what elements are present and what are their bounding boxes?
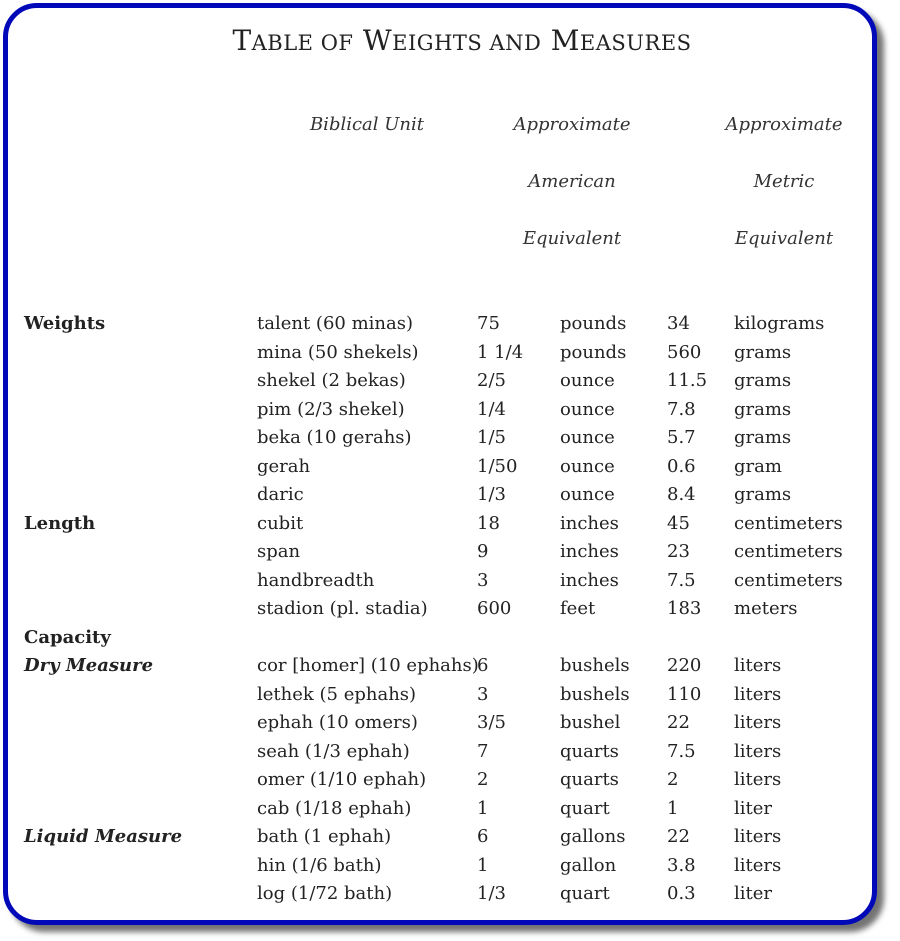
biblical-unit-cell: mina (50 shekels) [257,341,419,363]
metric-unit-cell: meters [734,598,798,619]
biblical-unit-cell: handbreadth [257,569,375,591]
metric-value-cell: 0.6 [667,455,696,477]
metric-value-cell: 110 [667,683,702,705]
metric-value-cell: 22 [667,712,690,733]
american-value-cell: 1/3 [477,883,506,904]
metric-value-cell: 8.4 [667,484,696,505]
american-unit-cell: inches [560,512,619,534]
american-unit-cell: ounce [560,370,615,391]
metric-unit-cell: liter [734,883,773,904]
biblical-unit-cell: talent (60 minas) [257,313,413,334]
american-unit-cell: bushels [560,683,630,705]
metric-unit-cell: centimeters [734,512,843,534]
metric-unit-cell: liters [734,712,782,733]
american-unit-cell: bushel [560,712,621,733]
table-row [0,684,900,712]
american-unit-cell: quarts [560,740,619,762]
metric-unit-cell: liters [734,683,782,705]
category-label: Capacity [24,626,111,648]
american-unit-cell: feet [560,598,596,619]
table-row [0,883,900,911]
american-value-cell: 6 [477,826,489,847]
biblical-unit-cell: lethek (5 ephahs) [257,683,417,705]
american-value-cell: 2 [477,769,489,790]
metric-value-cell: 7.8 [667,398,696,420]
header-biblical-unit: Biblical Unit [309,114,425,135]
metric-value-cell: 11.5 [667,370,708,391]
american-value-cell: 1 [477,854,489,876]
metric-value-cell: 45 [667,512,690,534]
american-value-cell: 3 [477,683,489,705]
table-row [0,627,900,655]
american-unit-cell: inches [560,541,619,562]
metric-unit-cell: liters [734,655,782,676]
header-metric-equivalent: Approximate Metric Equivalent [725,114,843,249]
table-row [0,427,900,455]
american-value-cell: 2/5 [477,370,506,391]
metric-unit-cell: centimeters [734,569,843,591]
american-unit-cell: ounce [560,455,615,477]
biblical-unit-cell: cubit [257,512,304,534]
metric-unit-cell: grams [734,484,792,505]
biblical-unit-cell: pim (2/3 shekel) [257,398,405,420]
page-title: TABLE OF WEIGHTS AND MEASURES [232,24,692,57]
metric-unit-cell: grams [734,427,792,448]
table-row [0,484,900,512]
american-value-cell: 3 [477,569,489,591]
american-unit-cell: bushels [560,655,630,676]
category-label: Liquid Measure [24,826,183,847]
table-row [0,313,900,341]
table-row [0,826,900,854]
biblical-unit-cell: gerah [257,455,311,477]
metric-value-cell: 23 [667,541,690,562]
table-row [0,456,900,484]
table-row [0,798,900,826]
american-value-cell: 1/5 [477,427,506,448]
american-value-cell: 1/3 [477,484,506,505]
category-label: Dry Measure [24,655,154,676]
biblical-unit-cell: hin (1/6 bath) [257,854,382,876]
metric-value-cell: 1 [667,797,679,819]
american-value-cell: 75 [477,313,500,334]
metric-unit-cell: grams [734,341,792,363]
table-row [0,370,900,398]
biblical-unit-cell: bath (1 ephah) [257,826,392,847]
american-value-cell: 1 [477,797,489,819]
table-row [0,399,900,427]
table-row [0,741,900,769]
american-unit-cell: gallon [560,854,617,876]
header-american-equivalent: Approximate American Equivalent [513,114,631,249]
table-row [0,598,900,626]
metric-value-cell: 220 [667,655,702,676]
american-value-cell: 3/5 [477,712,506,733]
biblical-unit-cell: shekel (2 bekas) [257,370,406,391]
metric-value-cell: 7.5 [667,569,696,591]
metric-value-cell: 560 [667,341,702,363]
metric-unit-cell: liter [734,797,773,819]
biblical-unit-cell: cab (1/18 ephah) [257,797,412,819]
table-row [0,541,900,569]
american-value-cell: 600 [477,598,512,619]
metric-unit-cell: liters [734,826,782,847]
metric-value-cell: 0.3 [667,883,696,904]
american-value-cell: 7 [477,740,489,762]
metric-unit-cell: grams [734,370,792,391]
american-unit-cell: quart [560,797,610,819]
biblical-unit-cell: omer (1/10 ephah) [257,769,427,790]
american-unit-cell: gallons [560,826,626,847]
metric-value-cell: 22 [667,826,690,847]
category-label: Weights [24,313,106,334]
metric-unit-cell: liters [734,740,782,762]
metric-value-cell: 2 [667,769,679,790]
american-value-cell: 18 [477,512,500,534]
american-unit-cell: quarts [560,769,619,790]
metric-value-cell: 7.5 [667,740,696,762]
table-row [0,769,900,797]
category-label: Length [24,512,96,534]
american-value-cell: 1 1/4 [477,341,524,363]
metric-unit-cell: liters [734,854,782,876]
american-unit-cell: pounds [560,341,627,363]
table-row [0,342,900,370]
american-value-cell: 1/4 [477,398,506,420]
biblical-unit-cell: log (1/72 bath) [257,883,393,904]
american-value-cell: 1/50 [477,455,518,477]
american-unit-cell: quart [560,883,610,904]
biblical-unit-cell: ephah (10 omers) [257,712,418,733]
metric-value-cell: 5.7 [667,427,696,448]
american-unit-cell: ounce [560,398,615,420]
american-unit-cell: ounce [560,427,615,448]
american-unit-cell: ounce [560,484,615,505]
metric-value-cell: 34 [667,313,690,334]
biblical-unit-cell: span [257,541,301,562]
biblical-unit-cell: daric [257,484,304,505]
table-row [0,570,900,598]
biblical-unit-cell: seah (1/3 ephah) [257,740,410,762]
american-unit-cell: inches [560,569,619,591]
metric-value-cell: 183 [667,598,702,619]
metric-unit-cell: centimeters [734,541,843,562]
metric-unit-cell: kilograms [734,313,825,334]
table-row [0,513,900,541]
table-row [0,712,900,740]
metric-unit-cell: gram [734,455,782,477]
metric-unit-cell: grams [734,398,792,420]
biblical-unit-cell: beka (10 gerahs) [257,427,412,448]
table-row [0,855,900,883]
metric-value-cell: 3.8 [667,854,696,876]
american-value-cell: 9 [477,541,489,562]
american-value-cell: 6 [477,655,489,676]
biblical-unit-cell: stadion (pl. stadia) [257,598,428,619]
american-unit-cell: pounds [560,313,627,334]
metric-unit-cell: liters [734,769,782,790]
table-row [0,655,900,683]
biblical-unit-cell: cor [homer] (10 ephahs) [257,655,479,676]
